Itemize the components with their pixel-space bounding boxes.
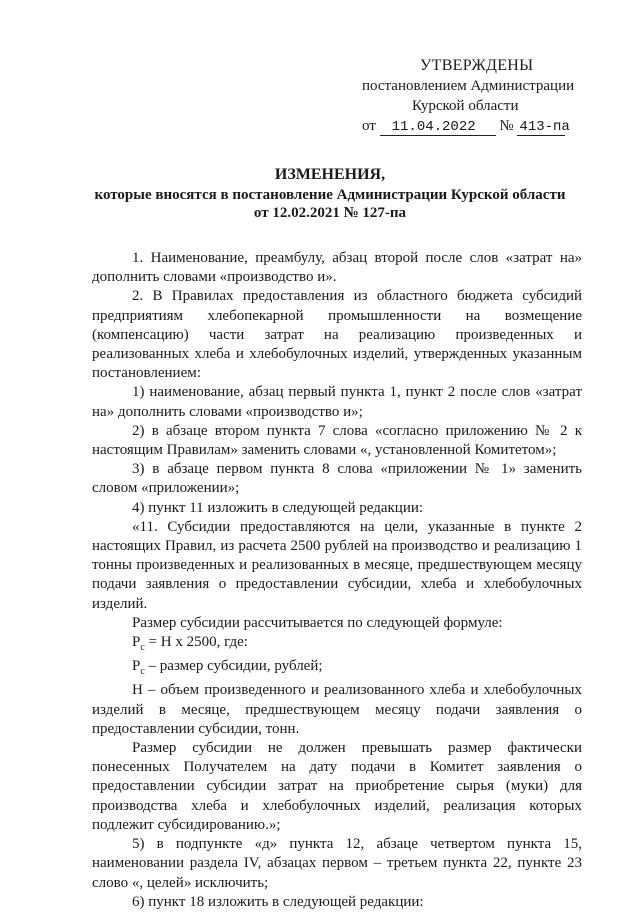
paragraph: 2. В Правилах предоставления из областного бюджета субсидий предприятиям хлебопекарной промышленности на возмещение (компенсацию) части затрат на реализацию произведенных и реализованных хлеба и хлебобулочных изделий, утвержденных указанным постановлением: [92,288,582,382]
paragraph: 1) наименование, абзац первый пункта 1, пункт 2 после слов «затрат на» дополнить словами «производство и»; [92,384,582,420]
paragraph: Размер субсидии рассчитывается по следующей формуле: [132,614,503,631]
paragraph: 6) пункт 18 изложить в следующей редакции: [132,893,424,910]
paragraph: Н – объем произведенного и реализованного хлеба и хлебобулочных изделий в месяце, предшествующем месяцу подачи заявления о предоставлении субсидии, тонн. [92,682,582,737]
title-line-3: от 12.02.2021 № 127-па [253,205,407,221]
formula-line [92,633,582,657]
date-prefix: от [362,118,376,134]
paragraph: 4) пункт 11 изложить в следующей редакции: [132,499,424,516]
formula-definition-line [92,657,582,681]
approval-stamp [362,56,602,136]
paragraph: «11. Субсидии предоставляются на цели, указанные в пункте 2 настоящих Правил, из расчета 2500 рублей на производство и реализацию 1 тонны произведенных и реализованных в месяце, предшествующем месяцу подачи заявления о предоставлении субсидии, хлеба и хлебобулочных изделий. [92,518,582,612]
title-line-1: ИЗМЕНЕНИЯ, [274,166,386,183]
paragraph: 1. Наименование, преамбулу, абзац второй после слов «затрат на» дополнить словами «производство и». [92,250,582,286]
approval-number: 413-па [519,119,570,135]
number-prefix: № [499,118,514,134]
definition-symbol: Р [132,658,141,675]
approval-date: 11.04.2022 [380,120,496,136]
formula-subscript: с [140,642,145,654]
formula-expression: = Н x 2500, где: [144,634,248,651]
paragraph: 2) в абзаце втором пункта 7 слова «согласно приложению № 2 к настоящим Правилам» заменить словами «, установленной Комитетом»; [92,422,582,459]
title-line-2: которые вносятся в постановление Администрации Курской области [94,187,566,203]
paragraph: 3) в абзаце первом пункта 8 слова «приложении № 1» заменить словом «приложении»; [92,461,582,497]
approval-line-1: постановлением Администрации [362,78,575,94]
paragraph: Размер субсидии не должен превышать размер фактически понесенных Получателем на дату подачи в Комитет заявления о предоставлении субсидии затрат на приобретение сырья (муки) для производства хлеба и хлебобулочных изделий, реализация которых подлежит субсидированию.»; [92,740,582,833]
paragraph: 5) в подпункте «д» пункта 12, абзаце четвертом пункта 15, наименовании раздела IV, абзацах первом – третьем пункта 22, пункте 23 слово «, целей» исключить; [92,836,582,891]
approval-line-2: Курской области [412,98,519,114]
document-title [60,166,600,222]
formula-definition: – размер субсидии, рублей; [144,658,323,675]
approval-date-line [362,116,602,136]
document-body [92,249,582,912]
formula-symbol: Р [132,634,141,651]
definition-subscript: с [140,666,145,678]
approval-heading: УТВЕРЖДЕНЫ [420,57,534,74]
